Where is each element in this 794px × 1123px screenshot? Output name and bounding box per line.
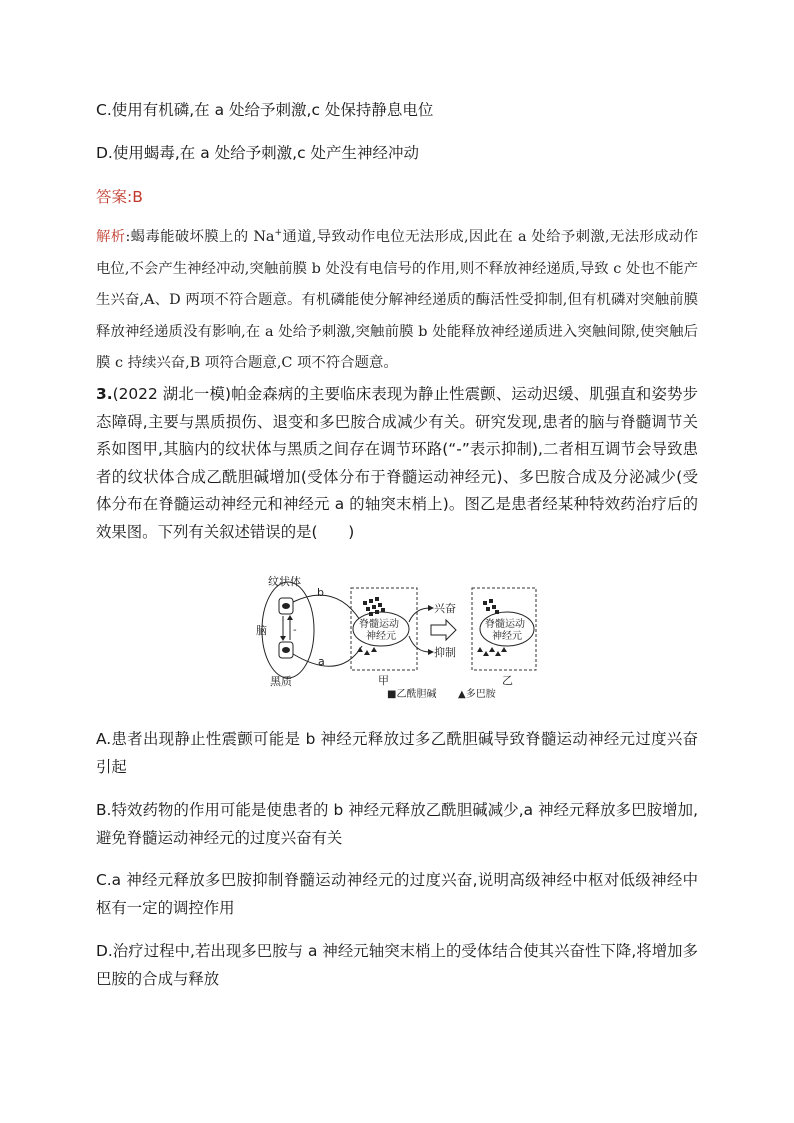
spinal-label-yi-2: 神经元	[492, 631, 522, 642]
spinal-label-jia-2: 神经元	[366, 631, 396, 642]
question-number: 3.	[96, 385, 113, 403]
inhibit-path	[409, 636, 430, 652]
explanation-sup: +	[274, 228, 283, 239]
brain-ellipse	[262, 582, 314, 678]
striatum-label: 纹状体	[268, 575, 301, 588]
treatment-arrow	[431, 620, 456, 640]
answer-value: :B	[127, 188, 143, 206]
question-text: (2022 湖北一模)帕金森病的主要临床表现为静止性震颤、运动迟缓、肌强直和姿势步态障碍,主要与黑质损伤、退变和多巴胺合成减少有关。研究发现,患者的脑与脊髓调节关系如图甲,其脑内的纹状体与黑质之间存在调节环路(“-”表示抑制),二者相互调节会导致患者的纹状体合成乙酰胆碱增加(受体分布于脊髓运动神经元)、多巴胺合成及分泌减少(受体分布在脊髓运动神经元和神经元 a 的轴突末梢上)。图乙是患者经某种特效药治疗后的效果图。下列有关叙述错误的是( )	[96, 385, 698, 541]
explanation-label: 解析	[96, 229, 126, 245]
panel-jia-label: 甲	[378, 674, 389, 687]
neuron-b-label: b	[317, 586, 324, 599]
nigra-nucleus	[282, 647, 290, 653]
neuron-a-path	[293, 646, 362, 666]
spinal-label-yi-1: 脊髓运动	[485, 619, 525, 630]
regulation-arrowhead-down	[280, 636, 286, 641]
ach-markers-yi	[483, 599, 499, 614]
option-d: D.治疗过程中,若出现多巴胺与 a 神经元轴突末梢上的受体结合使其兴奋性下降,将增加多巴胺的合成与释放	[96, 942, 698, 988]
figure-diagram	[250, 572, 550, 702]
nigra-label: 黑质	[270, 675, 292, 688]
spinal-label-jia-1: 脊髓运动	[359, 619, 399, 630]
legend-ach: ■乙酰胆碱	[387, 689, 437, 700]
option-d-previous: D.使用蝎毒,在 a 处给予刺激,c 处产生神经冲动	[96, 144, 420, 162]
option-b: B.特效药物的作用可能是使患者的 b 神经元释放乙酰胆碱减少,a 神经元释放多巴胺增加,避免脊髓运动神经元的过度兴奋有关	[96, 801, 698, 847]
panel-yi-label: 乙	[502, 674, 513, 687]
brain-label: 脑	[256, 624, 267, 637]
minus-sign-label: -	[293, 625, 297, 636]
striatum-nucleus	[282, 603, 290, 609]
da-markers-jia	[357, 647, 377, 655]
neuron-b-path	[293, 595, 360, 620]
legend-da: ▲多巴胺	[458, 689, 496, 700]
excite-path	[409, 608, 430, 622]
option-a: A.患者出现静止性震颤可能是 b 神经元释放过多乙酰胆碱导致脊髓运动神经元过度兴奋引起	[96, 730, 698, 776]
option-c: C.a 神经元释放多巴胺抑制脊髓运动神经元的过度兴奋,说明高级神经中枢对低级神经中枢有一定的调控作用	[96, 871, 698, 917]
answer-line	[96, 186, 143, 208]
explanation	[96, 222, 698, 380]
neuron-a-label: a	[318, 655, 325, 668]
excite-label: 兴奋	[434, 602, 456, 615]
answer-label: 答案	[96, 188, 128, 206]
regulation-arrowhead-up	[287, 615, 293, 620]
question-3	[96, 381, 698, 546]
option-c-previous: C.使用有机磷,在 a 处给予刺激,c 处保持静息电位	[96, 101, 434, 119]
da-markers-yi	[477, 647, 507, 656]
explanation-text-b: 通道,导致动作电位无法形成,因此在 a 处给予刺激,无法形成动作电位,不会产生神经冲动,突触前膜 b 处没有电信号的作用,则不释放神经递质,导致 c 处也不能产生兴奋,A、D 两项不符合题意。有机磷能使分解神经递质的酶活性受抑制,但有机磷对突触前膜释放神经递质没有影响,在 a 处给予刺激,突触前膜 b 处能释放神经递质进入突触间隙,使突触后膜 c 持续兴奋,B 项符合题意,C 项不符合题意。	[96, 229, 698, 372]
inhibit-label: 抑制	[434, 646, 456, 659]
explanation-text-a: :蝎毒能破坏膜上的 Na	[125, 229, 275, 245]
